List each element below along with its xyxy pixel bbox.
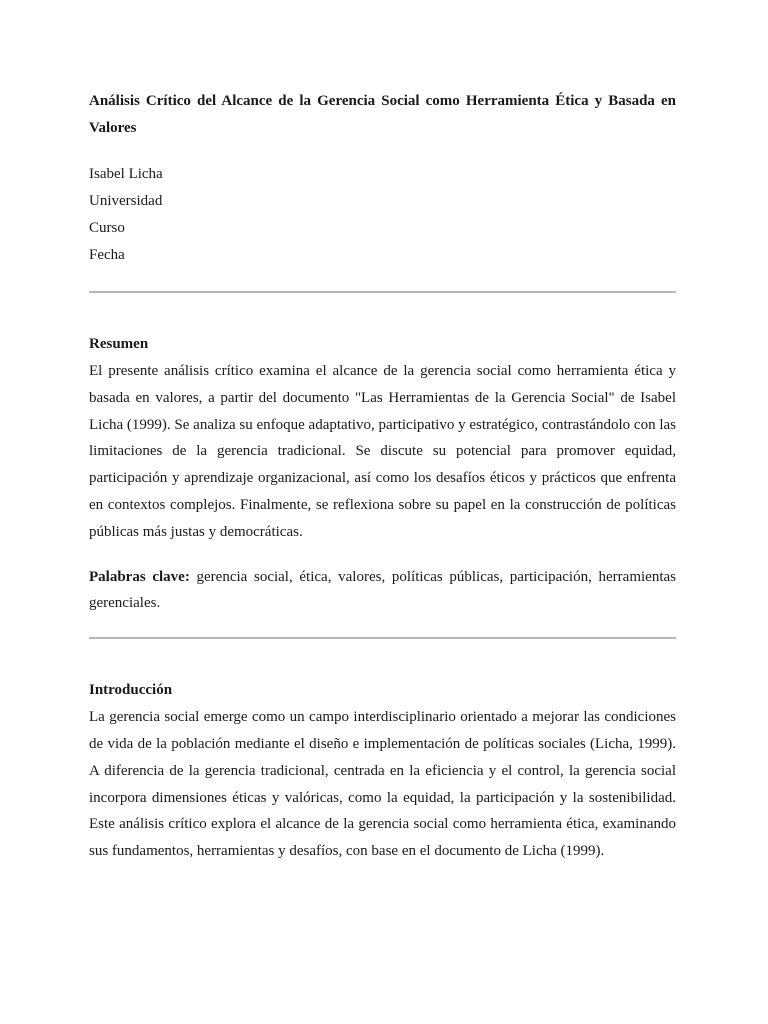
course-label: Curso — [89, 220, 125, 236]
abstract-heading: Resumen — [89, 336, 149, 352]
date-label: Fecha — [89, 247, 125, 263]
keywords-text: gerencia social, ética, valores, políticas públicas, participación, herramientas gerenciales. — [89, 568, 676, 612]
university-label: Universidad — [89, 193, 163, 209]
introduction-body: La gerencia social emerge como un campo interdisciplinario orientado a mejorar las condiciones de vida de la población mediante el diseño e implementación de políticas sociales (Licha, 1999). A diferencia de la gerencia tradicional, centrada en la eficiencia y el control, la gerencia social incorpora dimensiones éticas y valóricas, como la equidad, la participación y la sostenibilidad. Este análisis crítico explora el alcance de la gerencia social como herramienta ética, examinando sus fundamentos, herramientas y desafíos, con base en el documento de Licha (1999). — [89, 709, 676, 860]
section-divider — [89, 291, 676, 293]
abstract-body: El presente análisis crítico examina el alcance de la gerencia social como herramienta ética y basada en valores, a partir del documento "Las Herramientas de la Gerencia Social" de Isabel Licha (1999). Se analiza su enfoque adaptativo, participativo y estratégico, contrastándolo con las limitaciones de la gerencia tradicional. Se discute su potencial para promover equidad, participación y aprendizaje organizacional, así como los desafíos éticos y prácticos que enfrenta en contextos complejos. Finalmente, se reflexiona sobre su papel en la construcción de políticas públicas más justas y democráticas. — [89, 363, 676, 540]
document-page — [89, 88, 676, 865]
keywords-label: Palabras clave: — [89, 568, 190, 585]
keywords-line — [89, 564, 676, 618]
author-info — [89, 161, 676, 269]
author-name: Isabel Licha — [89, 166, 163, 182]
introduction-heading: Introducción — [89, 682, 173, 699]
abstract-section — [89, 331, 676, 546]
document-title: Análisis Crítico del Alcance de la Gerencia Social como Herramienta Ética y Basada en Valores — [89, 93, 676, 136]
introduction-section — [89, 677, 676, 865]
section-divider — [89, 637, 676, 639]
